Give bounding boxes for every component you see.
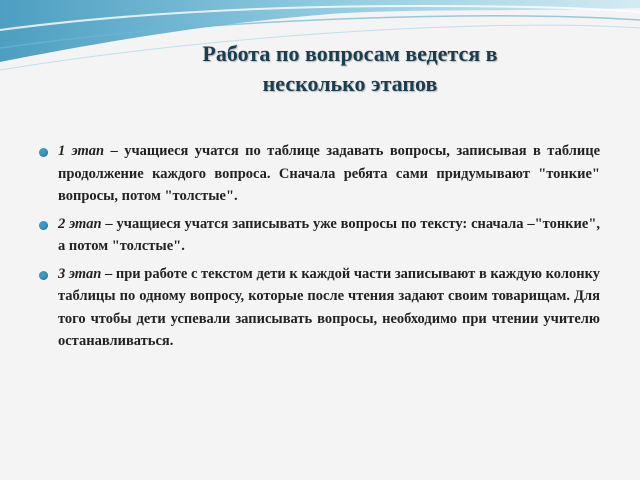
stage-text: – учащиеся учатся записывать уже вопросы по тексту: сначала –"тонкие", а потом "толстые". (58, 215, 601, 254)
stage-item-3 (38, 263, 600, 353)
bullet-icon (39, 221, 48, 230)
stage-text: – при работе с текстом дети к каждой части записывают в каждую колонку таблицы по одному вопросу, которые после чтения задают своим товарищам. Для того чтобы дети успевали записывать вопросы, необходимо при чтении учителю останавливаться. (58, 265, 601, 349)
stage-item-2 (38, 213, 600, 258)
stage-label: 2 этап (58, 215, 102, 232)
bullet-icon (39, 271, 48, 280)
stage-list (38, 140, 600, 358)
title-line-1: Работа по вопросам ведется в (202, 41, 498, 66)
slide-title (150, 39, 550, 99)
bullet-icon (39, 148, 48, 157)
stage-label: 1 этап (58, 143, 105, 159)
stage-item-1 (38, 140, 600, 208)
stage-text: – учащиеся учатся по таблице задавать вопросы, записывая в таблице продолжение каждого вопроса. Сначала ребята сами придумывают "тонкие" вопросы, потом "толстые". (58, 143, 601, 204)
stage-label: 3 этап (58, 265, 102, 282)
title-line-2: несколько этапов (262, 71, 438, 96)
